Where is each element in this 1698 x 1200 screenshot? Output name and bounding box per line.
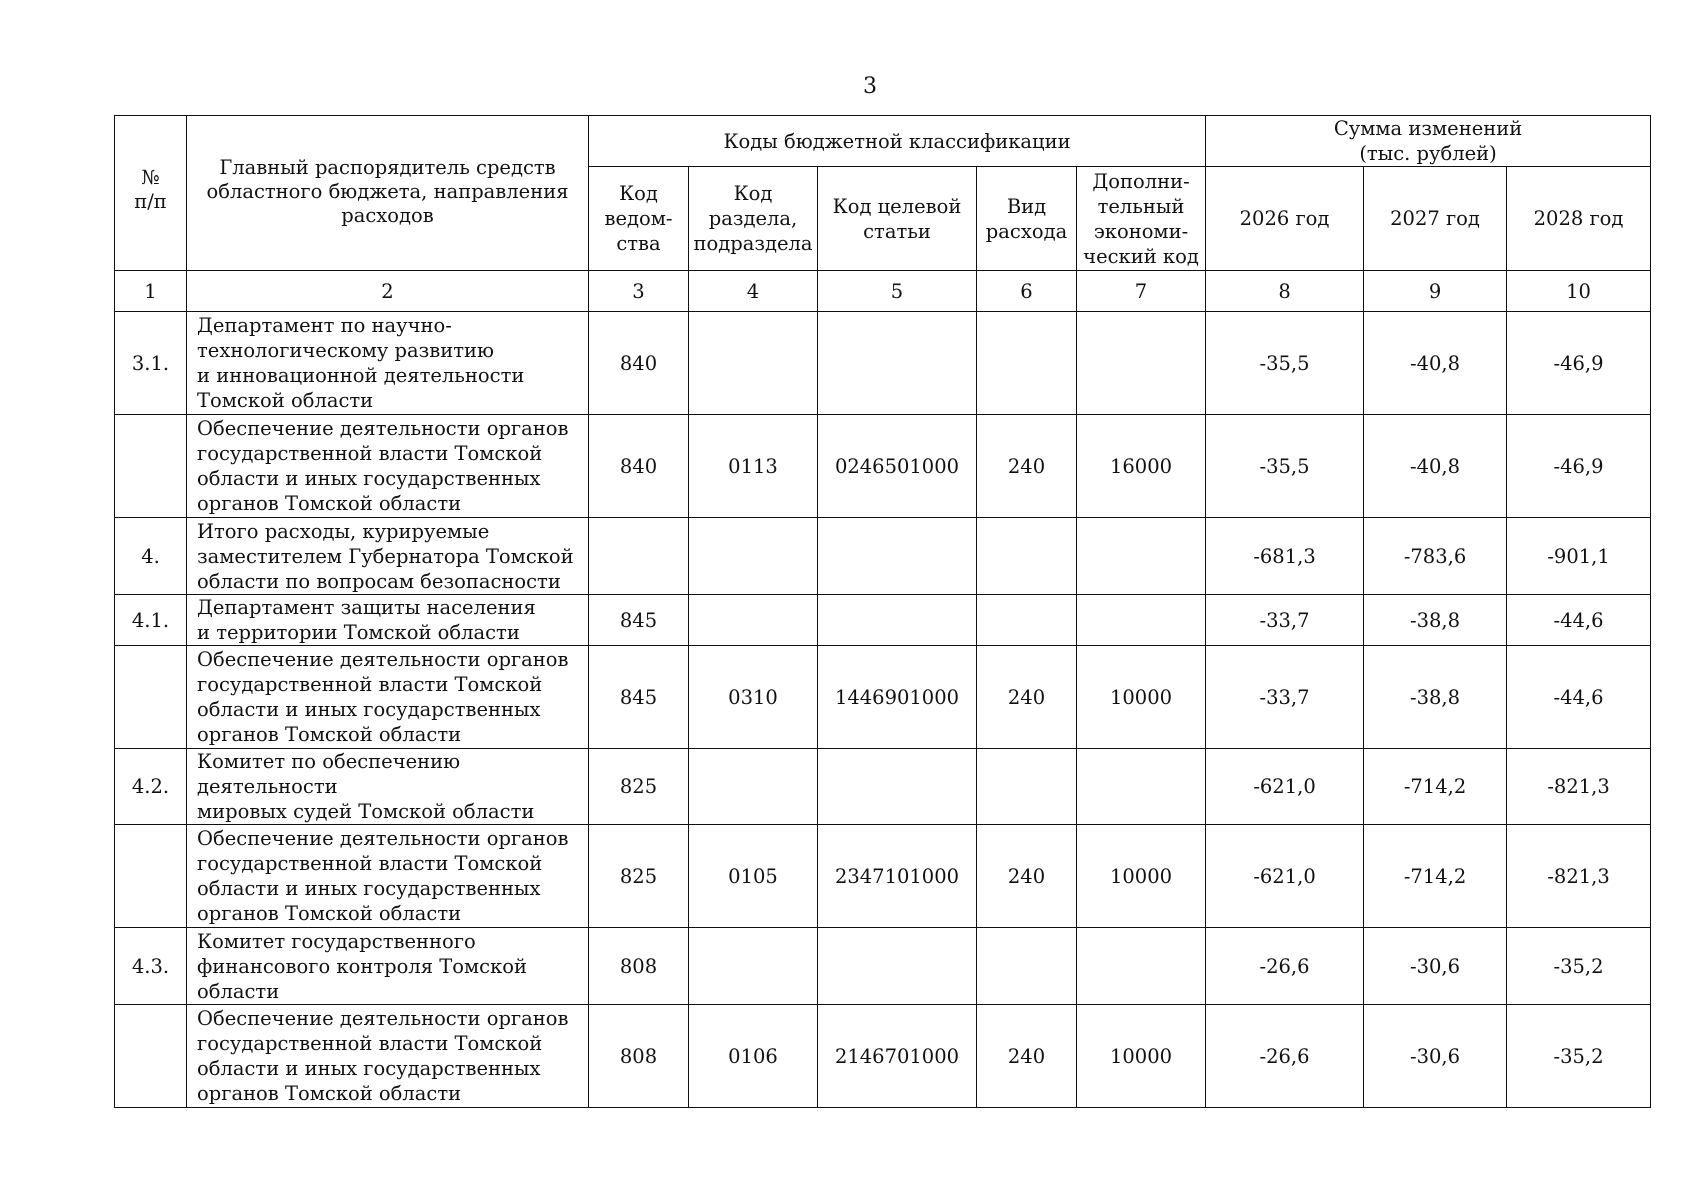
row-dept-code: 808 (589, 1005, 689, 1108)
header-code-econ: Дополни- тельный экономи- ческий код (1077, 167, 1206, 271)
row-2026: -621,0 (1206, 749, 1364, 825)
row-dept-code: 845 (589, 646, 689, 749)
row-2027: -30,6 (1364, 928, 1507, 1005)
row-2028: -35,2 (1507, 1005, 1651, 1108)
page-number: 3 (863, 74, 877, 99)
column-number: 6 (977, 271, 1077, 312)
row-2027: -40,8 (1364, 415, 1507, 518)
row-2026: -35,5 (1206, 312, 1364, 415)
row-dept-code: 808 (589, 928, 689, 1005)
row-target-code: 0246501000 (818, 415, 977, 518)
row-name: Департамент защиты населения и территории Томской области (187, 595, 589, 646)
row-2028: -44,6 (1507, 646, 1651, 749)
header-year-2026: 2026 год (1206, 167, 1364, 271)
row-name: Обеспечение деятельности органов государственной власти Томской области и иных государственных органов Томской области (187, 415, 589, 518)
header-num: № п/п (115, 116, 187, 271)
column-number-row (115, 271, 1651, 312)
row-econ-code: 10000 (1077, 1005, 1206, 1108)
row-target-code (818, 518, 977, 595)
row-dept-code: 825 (589, 749, 689, 825)
row-2028: -901,1 (1507, 518, 1651, 595)
row-section-code: 0113 (689, 415, 818, 518)
column-number: 5 (818, 271, 977, 312)
header-year-2028: 2028 год (1507, 167, 1651, 271)
row-type-code: 240 (977, 415, 1077, 518)
row-name: Итого расходы, курируемые заместителем Губернатора Томской области по вопросам безопасности (187, 518, 589, 595)
table-row (115, 928, 1651, 1005)
row-econ-code (1077, 518, 1206, 595)
row-2028: -35,2 (1507, 928, 1651, 1005)
row-target-code (818, 595, 977, 646)
column-number: 9 (1364, 271, 1507, 312)
row-2027: -783,6 (1364, 518, 1507, 595)
row-2027: -714,2 (1364, 749, 1507, 825)
row-econ-code (1077, 312, 1206, 415)
row-section-code (689, 749, 818, 825)
header-code-section: Код раздела, подраздела (689, 167, 818, 271)
row-target-code: 2146701000 (818, 1005, 977, 1108)
row-econ-code: 10000 (1077, 825, 1206, 928)
row-2028: -44,6 (1507, 595, 1651, 646)
row-2027: -714,2 (1364, 825, 1507, 928)
row-section-code (689, 595, 818, 646)
table-row (115, 415, 1651, 518)
row-section-code: 0106 (689, 1005, 818, 1108)
column-number: 4 (689, 271, 818, 312)
row-2026: -681,3 (1206, 518, 1364, 595)
row-type-code (977, 518, 1077, 595)
row-2027: -38,8 (1364, 646, 1507, 749)
row-type-code: 240 (977, 825, 1077, 928)
row-num (115, 415, 187, 518)
row-num: 4.3. (115, 928, 187, 1005)
row-type-code (977, 595, 1077, 646)
row-econ-code (1077, 749, 1206, 825)
row-dept-code: 845 (589, 595, 689, 646)
row-2028: -821,3 (1507, 749, 1651, 825)
row-num: 4.2. (115, 749, 187, 825)
row-econ-code: 10000 (1077, 646, 1206, 749)
row-target-code (818, 928, 977, 1005)
header-codes-group: Коды бюджетной классификации (589, 116, 1206, 167)
row-2026: -33,7 (1206, 595, 1364, 646)
row-2028: -46,9 (1507, 415, 1651, 518)
row-dept-code: 840 (589, 312, 689, 415)
row-num: 4.1. (115, 595, 187, 646)
row-name: Департамент по научно- технологическому развитию и инновационной деятельности Томской области (187, 312, 589, 415)
row-name: Обеспечение деятельности органов государственной власти Томской области и иных государственных органов Томской области (187, 1005, 589, 1108)
row-type-code (977, 749, 1077, 825)
table-row (115, 518, 1651, 595)
row-2026: -26,6 (1206, 928, 1364, 1005)
row-target-code (818, 749, 977, 825)
row-section-code: 0310 (689, 646, 818, 749)
row-num (115, 1005, 187, 1108)
column-number: 2 (187, 271, 589, 312)
row-2026: -33,7 (1206, 646, 1364, 749)
row-2028: -46,9 (1507, 312, 1651, 415)
header-code-type: Вид расхода (977, 167, 1077, 271)
column-number: 3 (589, 271, 689, 312)
row-num: 4. (115, 518, 187, 595)
column-number: 10 (1507, 271, 1651, 312)
header-code-target: Код целевой статьи (818, 167, 977, 271)
row-num (115, 646, 187, 749)
row-2026: -621,0 (1206, 825, 1364, 928)
row-dept-code: 825 (589, 825, 689, 928)
row-2026: -26,6 (1206, 1005, 1364, 1108)
row-2027: -30,6 (1364, 1005, 1507, 1108)
row-section-code (689, 312, 818, 415)
row-type-code: 240 (977, 646, 1077, 749)
table-row (115, 312, 1651, 415)
row-name: Обеспечение деятельности органов государственной власти Томской области и иных государственных органов Томской области (187, 825, 589, 928)
row-section-code (689, 518, 818, 595)
header-year-2027: 2027 год (1364, 167, 1507, 271)
budget-changes-table (114, 115, 1651, 1108)
row-2026: -35,5 (1206, 415, 1364, 518)
row-type-code: 240 (977, 1005, 1077, 1108)
table-row (115, 1005, 1651, 1108)
column-number: 1 (115, 271, 187, 312)
row-num (115, 825, 187, 928)
row-econ-code (1077, 928, 1206, 1005)
row-econ-code: 16000 (1077, 415, 1206, 518)
column-number: 8 (1206, 271, 1364, 312)
row-econ-code (1077, 595, 1206, 646)
row-target-code: 2347101000 (818, 825, 977, 928)
header-code-dept: Код ведом- ства (589, 167, 689, 271)
row-name: Обеспечение деятельности органов государственной власти Томской области и иных государственных органов Томской области (187, 646, 589, 749)
row-2028: -821,3 (1507, 825, 1651, 928)
row-2027: -38,8 (1364, 595, 1507, 646)
row-2027: -40,8 (1364, 312, 1507, 415)
row-name: Комитет по обеспечению деятельности мировых судей Томской области (187, 749, 589, 825)
row-dept-code: 840 (589, 415, 689, 518)
row-target-code (818, 312, 977, 415)
row-name: Комитет государственного финансового контроля Томской области (187, 928, 589, 1005)
row-section-code: 0105 (689, 825, 818, 928)
row-dept-code (589, 518, 689, 595)
table-row (115, 749, 1651, 825)
table-row (115, 646, 1651, 749)
header-name: Главный распорядитель средств областного бюджета, направления расходов (187, 116, 589, 271)
row-target-code: 1446901000 (818, 646, 977, 749)
column-number: 7 (1077, 271, 1206, 312)
row-section-code (689, 928, 818, 1005)
table-row (115, 825, 1651, 928)
row-type-code (977, 928, 1077, 1005)
table-row (115, 595, 1651, 646)
row-num: 3.1. (115, 312, 187, 415)
row-type-code (977, 312, 1077, 415)
header-sum-group: Сумма изменений (тыс. рублей) (1206, 116, 1651, 167)
